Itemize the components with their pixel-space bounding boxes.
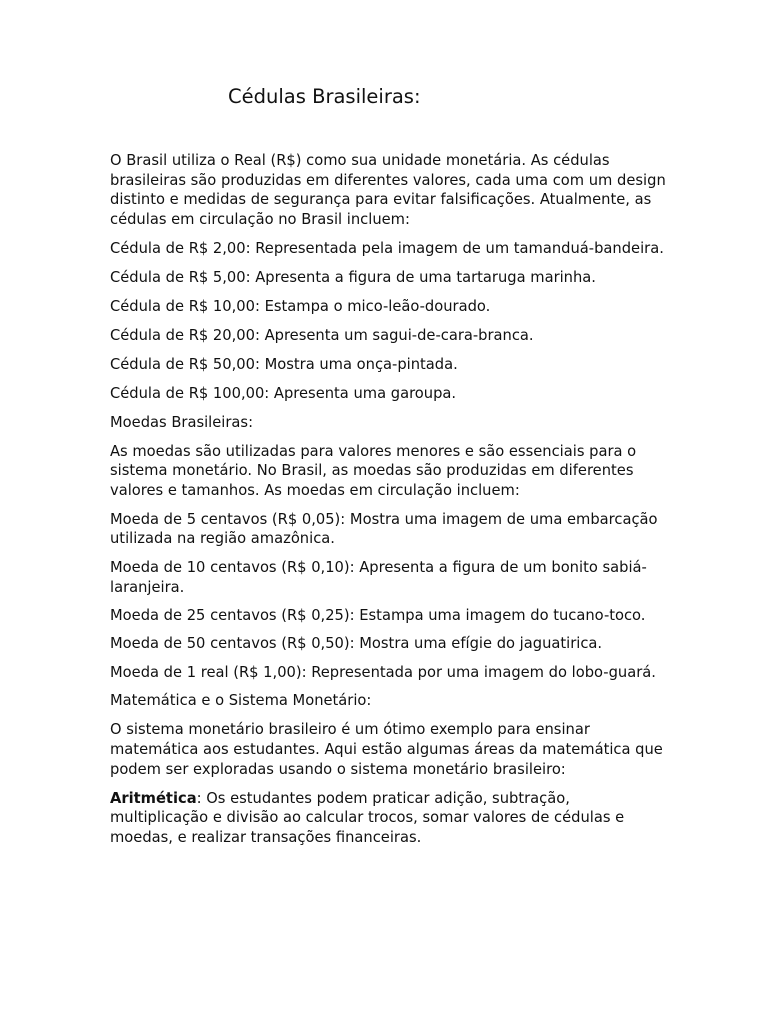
coins-intro-paragraph: As moedas são utilizadas para valores menores e são essenciais para o sistema monetário. No Brasil, as moedas são produzidas em diferentes valores e tamanhos. As moedas em circulação incluem:	[110, 442, 637, 499]
coin-item: Moeda de 1 real (R$ 1,00): Representada por uma imagem do lobo-guará.	[110, 663, 656, 681]
document-body	[110, 151, 666, 857]
document-title: Cédulas Brasileiras:	[228, 85, 421, 108]
arithmetic-paragraph	[110, 789, 666, 848]
math-heading: Matemática e o Sistema Monetário:	[110, 692, 372, 710]
coin-item: Moeda de 10 centavos (R$ 0,10): Apresenta a figura de um bonito sabiá-laranjeira.	[110, 558, 647, 596]
intro-paragraph: O Brasil utiliza o Real (R$) como sua unidade monetária. As cédulas brasileiras são produzidas em diferentes valores, cada uma com um design distinto e medidas de segurança para evitar falsificações. Atualmente, as cédulas em circulação no Brasil incluem:	[110, 152, 666, 228]
coin-item: Moeda de 50 centavos (R$ 0,50): Mostra uma efígie do jaguatirica.	[110, 635, 603, 653]
coin-item: Moeda de 25 centavos (R$ 0,25): Estampa uma imagem do tucano-toco.	[110, 606, 646, 624]
banknote-item: Cédula de R$ 20,00: Apresenta um sagui-de-cara-branca.	[110, 326, 534, 344]
arithmetic-term: Aritmética	[110, 789, 197, 807]
banknote-item: Cédula de R$ 50,00: Mostra uma onça-pintada.	[110, 355, 458, 373]
banknote-item: Cédula de R$ 10,00: Estampa o mico-leão-dourado.	[110, 297, 491, 315]
banknote-item: Cédula de R$ 5,00: Apresenta a figura de uma tartaruga marinha.	[110, 268, 596, 286]
arithmetic-text: : Os estudantes podem praticar adição, subtração, multiplicação e divisão ao calcular trocos, somar valores de cédulas e moedas, e realizar transações financeiras.	[110, 789, 625, 846]
coin-item: Moeda de 5 centavos (R$ 0,05): Mostra uma imagem de uma embarcação utilizada na região amazônica.	[110, 510, 658, 548]
banknote-item: Cédula de R$ 100,00: Apresenta uma garoupa.	[110, 384, 457, 402]
coins-heading: Moedas Brasileiras:	[110, 413, 254, 431]
math-intro-paragraph: O sistema monetário brasileiro é um ótimo exemplo para ensinar matemática aos estudantes. Aqui estão algumas áreas da matemática que podem ser exploradas usando o sistema monetário brasileiro:	[110, 721, 663, 778]
banknote-item: Cédula de R$ 2,00: Representada pela imagem de um tamanduá-bandeira.	[110, 239, 664, 257]
